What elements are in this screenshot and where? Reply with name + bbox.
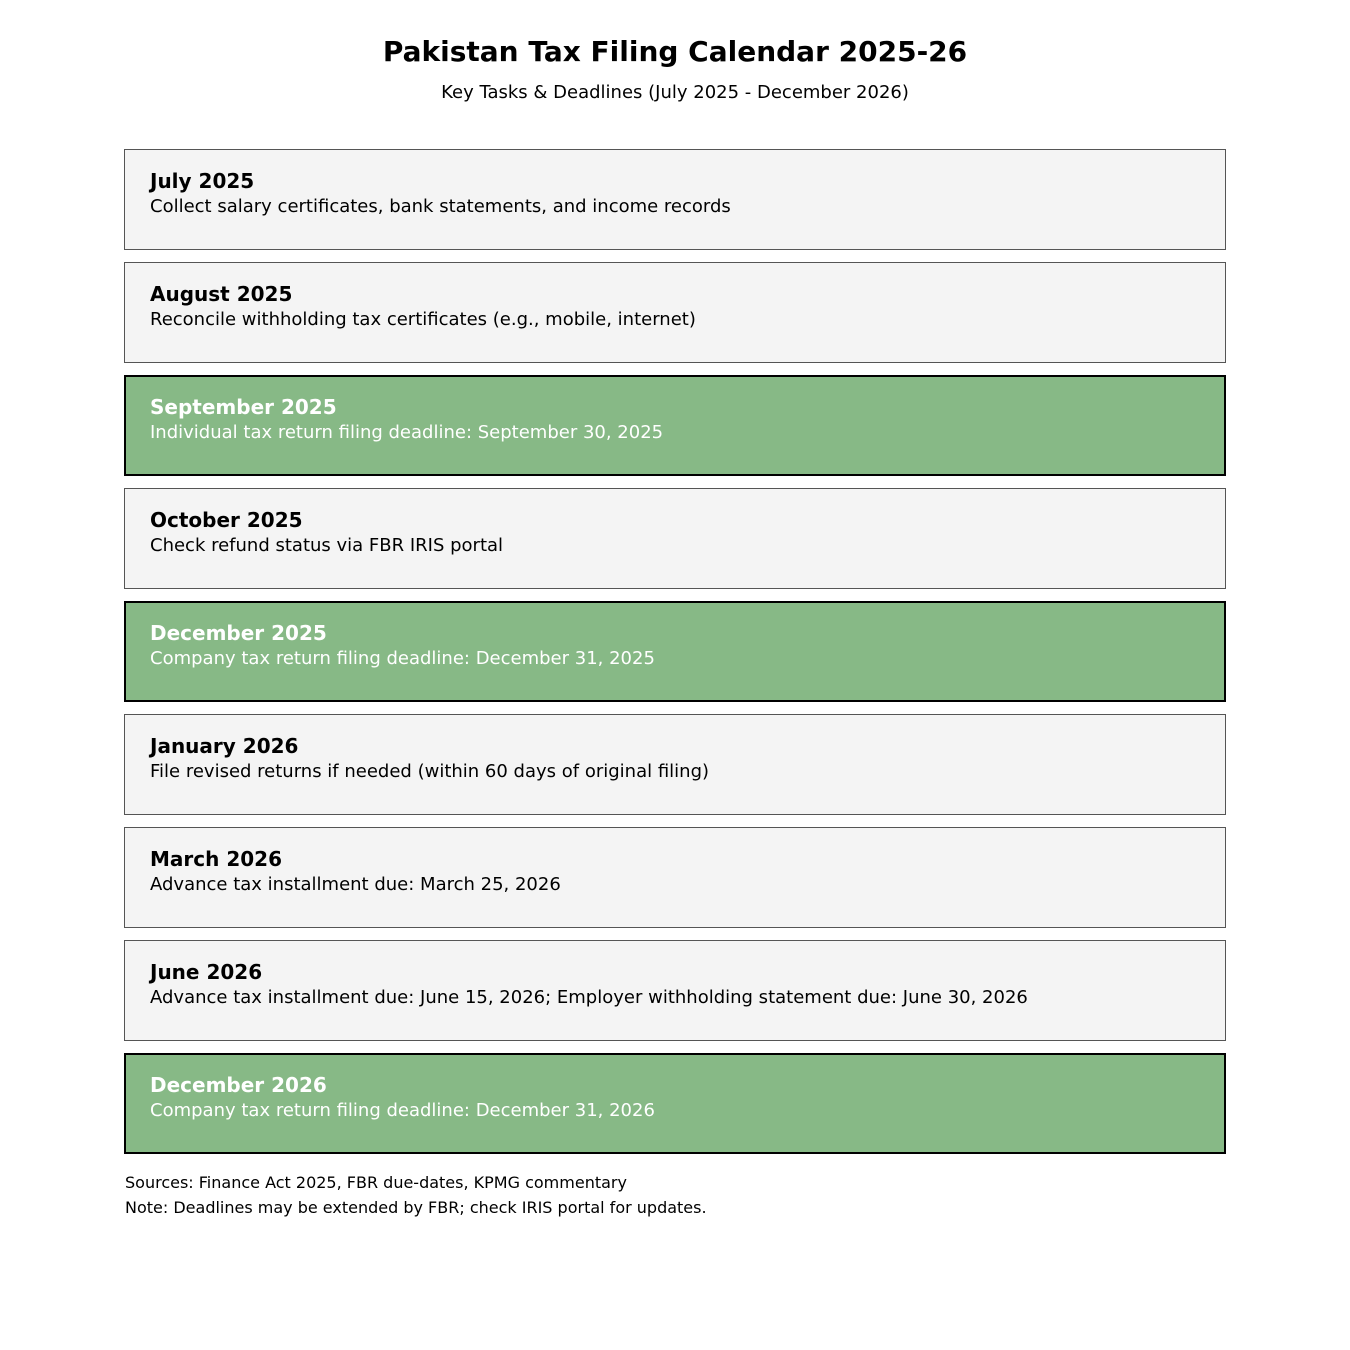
entry-task: Collect salary certificates, bank statements, and income records bbox=[150, 196, 731, 217]
timeline-entry-june-2026 bbox=[124, 940, 1226, 1041]
entry-month: January 2026 bbox=[150, 734, 299, 758]
page-title: Pakistan Tax Filing Calendar 2025-26 bbox=[382, 35, 968, 68]
timeline-entry-january-2026 bbox=[124, 714, 1226, 815]
page-subtitle: Key Tasks & Deadlines (July 2025 - December 2026) bbox=[441, 82, 909, 103]
entry-month: December 2026 bbox=[150, 1073, 327, 1097]
entry-month: June 2026 bbox=[150, 960, 263, 984]
entry-task: Advance tax installment due: June 15, 2026; Employer withholding statement due: June 30, 2026 bbox=[150, 987, 1028, 1008]
timeline-entry-august-2025 bbox=[124, 262, 1226, 363]
entry-month: December 2025 bbox=[150, 621, 327, 645]
entry-month: August 2025 bbox=[150, 282, 293, 306]
entry-task: Company tax return filing deadline: December 31, 2026 bbox=[150, 1100, 655, 1121]
entry-task: Check refund status via FBR IRIS portal bbox=[150, 535, 504, 556]
entry-month: July 2025 bbox=[150, 169, 255, 193]
entry-month: September 2025 bbox=[150, 395, 337, 419]
footer bbox=[125, 1170, 707, 1220]
entry-month: March 2026 bbox=[150, 847, 282, 871]
entry-task: Reconcile withholding tax certificates (e.g., mobile, internet) bbox=[150, 309, 696, 330]
footer-note: Note: Deadlines may be extended by FBR; check IRIS portal for updates. bbox=[125, 1198, 707, 1217]
entry-task: Advance tax installment due: March 25, 2026 bbox=[150, 874, 561, 895]
timeline-entry-march-2026 bbox=[124, 827, 1226, 928]
footer-sources: Sources: Finance Act 2025, FBR due-dates, KPMG commentary bbox=[125, 1173, 627, 1192]
entry-task: Company tax return filing deadline: December 31, 2025 bbox=[150, 648, 655, 669]
entry-task: Individual tax return filing deadline: September 30, 2025 bbox=[150, 422, 664, 443]
timeline-entry-october-2025 bbox=[124, 488, 1226, 589]
entry-month: October 2025 bbox=[150, 508, 303, 532]
timeline-entry-september-2025 bbox=[124, 375, 1226, 476]
timeline-entry-december-2026 bbox=[124, 1053, 1226, 1154]
timeline-entry-december-2025 bbox=[124, 601, 1226, 702]
timeline-entry-july-2025 bbox=[124, 149, 1226, 250]
entry-task: File revised returns if needed (within 60 days of original filing) bbox=[150, 761, 710, 782]
timeline bbox=[124, 149, 1226, 1166]
